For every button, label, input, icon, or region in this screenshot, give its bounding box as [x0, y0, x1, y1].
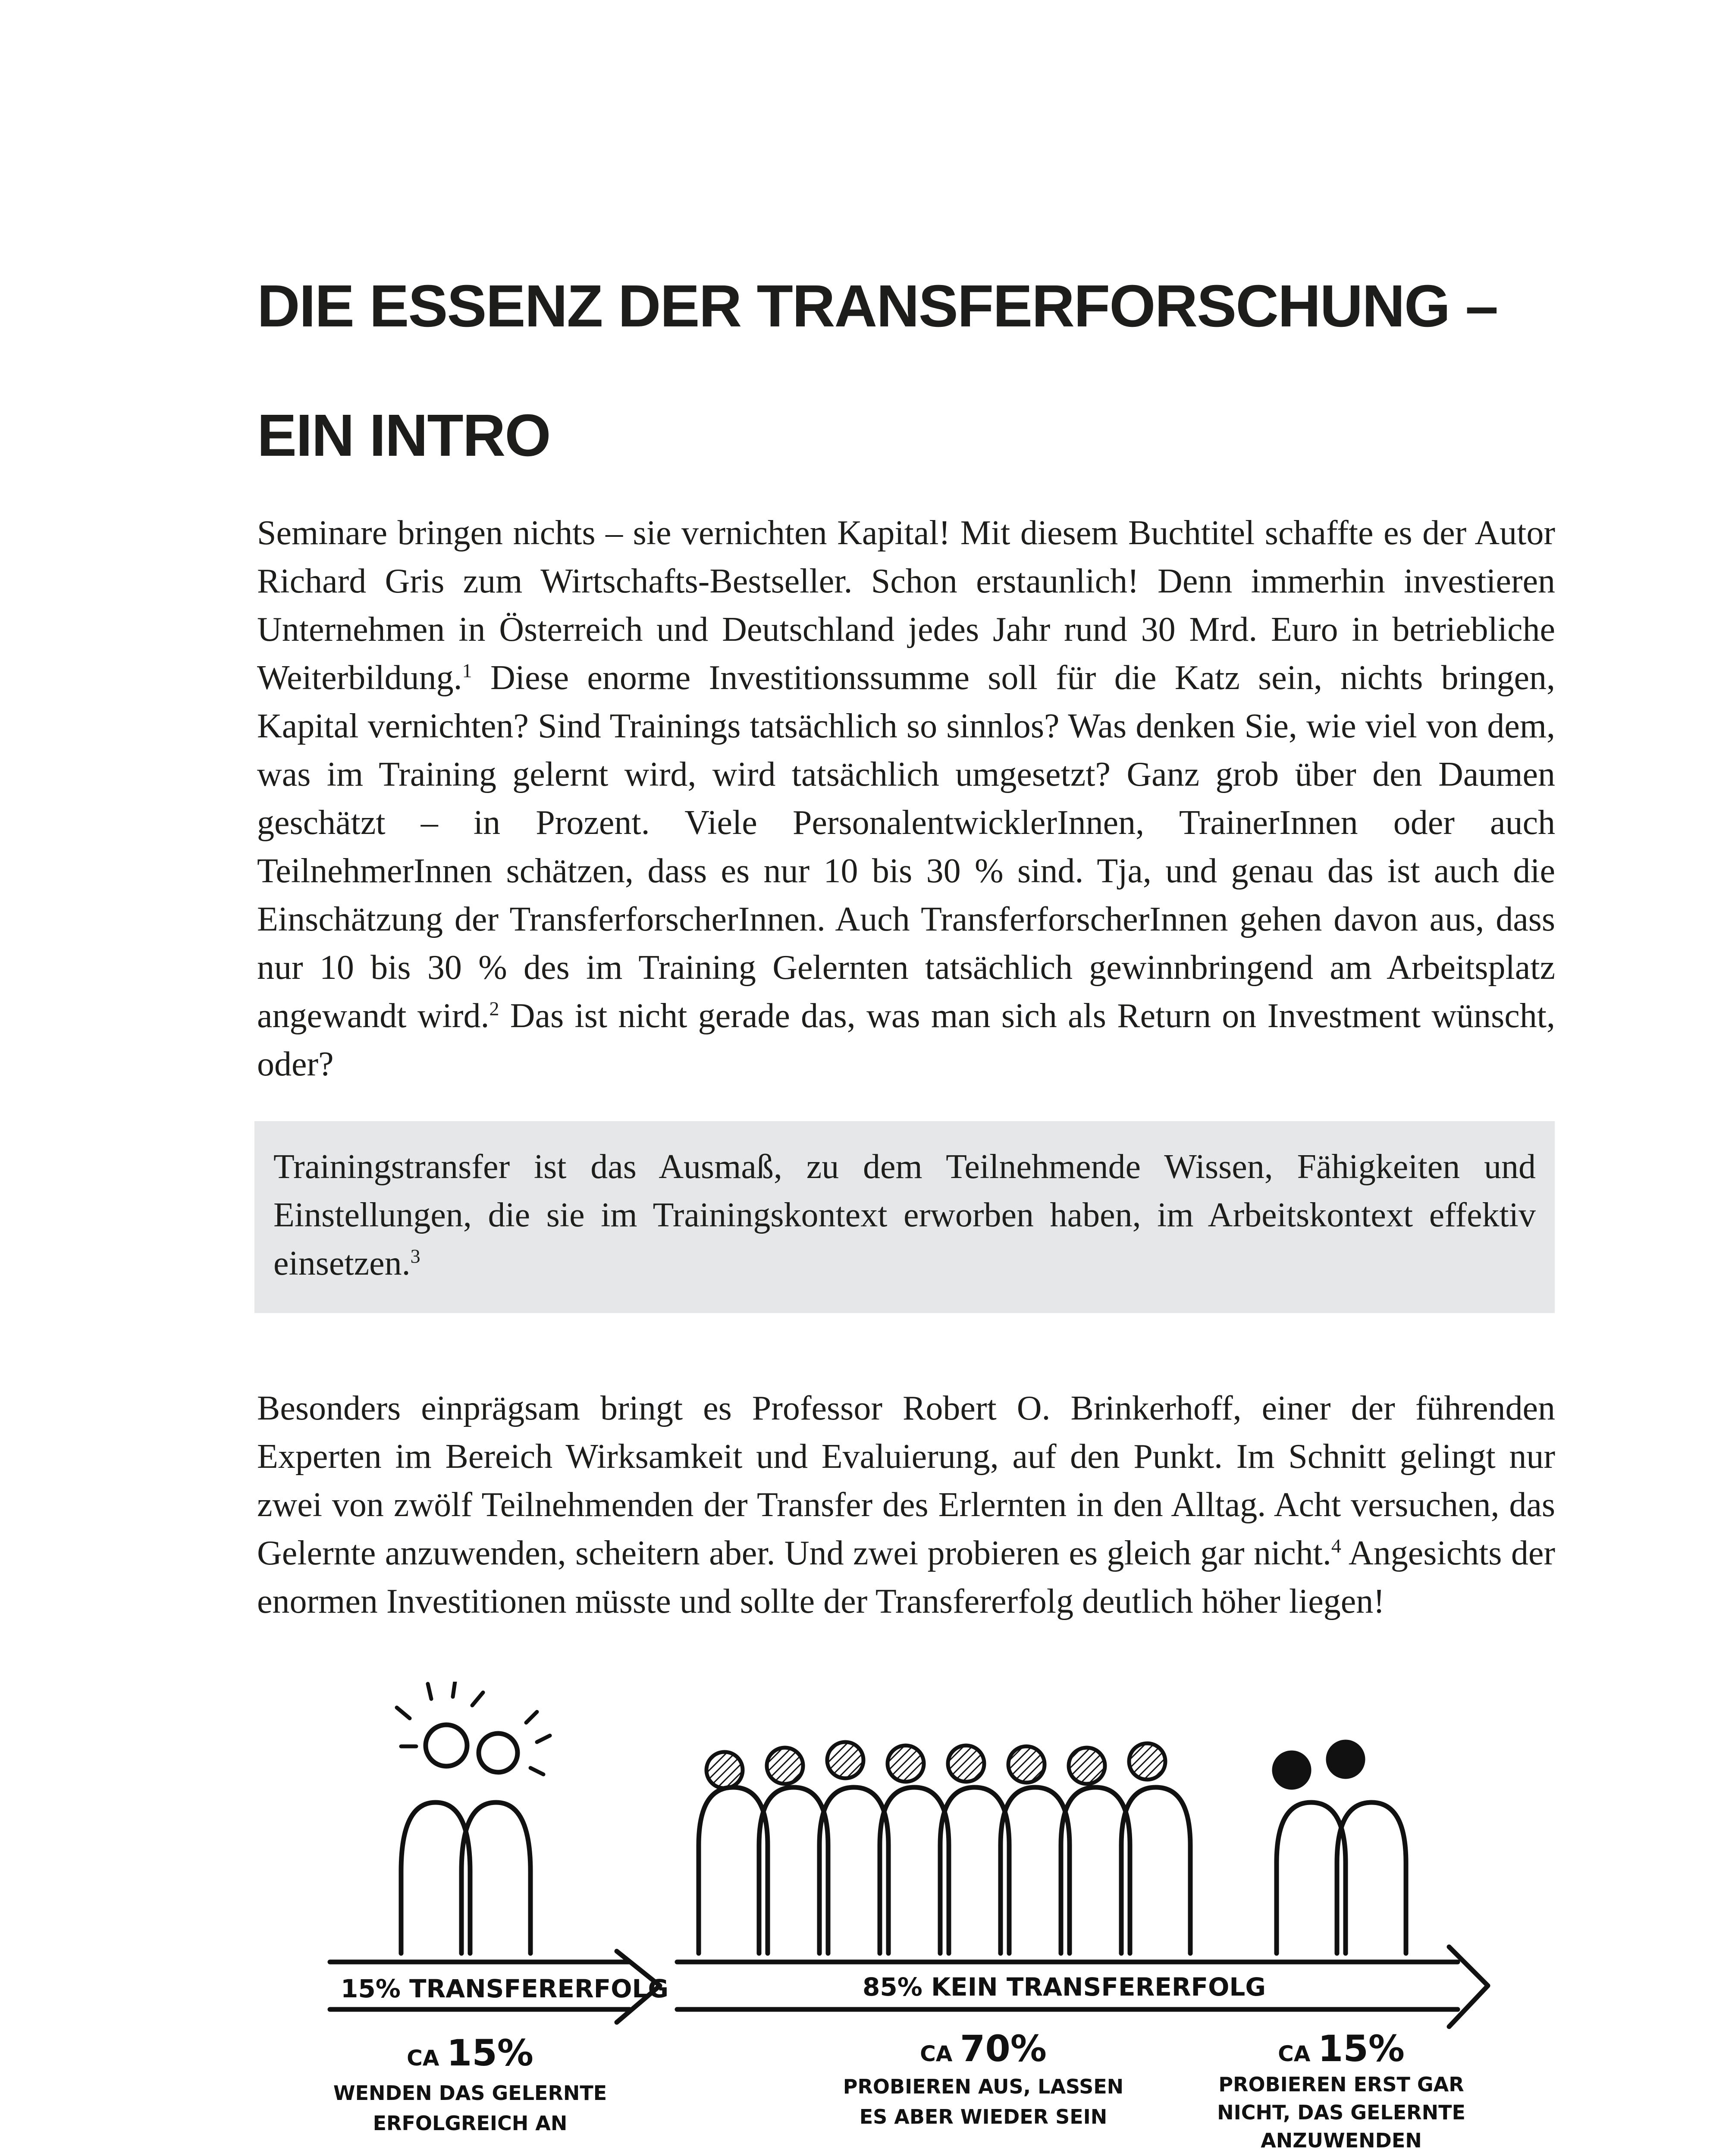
svg-text:PROBIEREN ERST GAR: PROBIEREN ERST GAR	[1218, 2073, 1464, 2096]
brinkerhoff-paragraph: Besonders einprägsam bringt es Professor Robert O. Brinkerhoff, einer der führenden Experten im Bereich Wirksamkeit und Evaluierung, auf den Punkt. Im Schnitt gelingt nur zwei von zwölf Teilnehmenden der Transfer des Erlernten in den Alltag. Acht versuchen, das Gelernte anzuwenden, scheitern aber. Und zwei probieren es gleich gar nicht.$^4$ Angesichts der enormen Investitionen müsste und sollte der Transfererfolg deutlich höher liegen!	[257, 1389, 1556, 1620]
person-head	[1129, 1743, 1165, 1780]
trying-people-group	[699, 1742, 1190, 1953]
transfer-illustration	[276, 1682, 1527, 2156]
svg-text:CA 15%: CA 15%	[1278, 2028, 1405, 2070]
svg-text:ANZUWENDEN: ANZUWENDEN	[1261, 2129, 1422, 2152]
group2-label	[843, 2028, 1123, 2128]
chapter-title	[257, 241, 1594, 500]
person-head	[706, 1752, 743, 1788]
not-trying-people-group	[1274, 1742, 1406, 1953]
svg-text:CA 70%: CA 70%	[920, 2028, 1047, 2070]
person-head	[827, 1742, 863, 1778]
svg-text:CA 15%: CA 15%	[407, 2032, 533, 2074]
person-head	[948, 1745, 984, 1782]
group3-label	[1217, 2028, 1465, 2152]
chapter-title-line2: EIN INTRO	[257, 402, 550, 469]
footnote-ref-3[interactable]: 3	[410, 1245, 420, 1267]
person-head	[1008, 1746, 1045, 1783]
no-success-arrow-label: 85% KEIN TRANSFERERFOLG	[863, 1972, 1266, 2002]
person-head	[1069, 1748, 1105, 1784]
person-head	[767, 1748, 803, 1784]
svg-text:ES ABER WIEDER SEIN: ES ABER WIEDER SEIN	[859, 2105, 1108, 2128]
svg-text:PROBIEREN AUS, LASSEN: PROBIEREN AUS, LASSEN	[843, 2075, 1124, 2098]
intro-paragraph: Seminare bringen nichts – sie vernichten Kapital! Mit diesem Buchtitel schaffte es der Autor Richard Gris zum Wirtschafts-Bestseller. Schon erstaunlich! Denn immerhin investieren Unternehmen in Österreich und Deutschland jedes Jahr rund 30 Mrd. Euro in betriebliche Weiterbildung.$^1$ Diese enorme Investitionssumme soll für die Katz sein, nichts bringen, Kapital vernichten? Sind Trainings tatsächlich so sinnlos? Was denken Sie, wie viel von dem, was im Training gelernt wird, wird tatsächlich umgesetzt? Ganz grob über den Daumen geschätzt – in Prozent. Viele PersonalentwicklerInnen, TrainerInnen oder auch TeilnehmerInnen schätzen, dass es nur 10 bis 30 % sind. Tja, und genau das ist auch die Einschätzung der TransferforscherInnen. Auch TransferforscherInnen gehen davon aus, dass nur 10 bis 30 % des im Training Gelernten tatsächlich gewinnbringend am Arbeitsplatz angewandt wird.$^2$ Das ist nicht gerade das, was man sich als Return on Investment wünscht, oder?	[257, 514, 1555, 1083]
footnote-ref-1[interactable]: 1	[462, 659, 472, 682]
svg-text:WENDEN DAS GELERNTE: WENDEN DAS GELERNTE	[333, 2081, 607, 2105]
person-head	[1274, 1753, 1309, 1787]
person-head	[479, 1733, 518, 1772]
success-arrow-label: 15% TRANSFERERFOLG	[341, 1974, 669, 2003]
footnote-ref-4[interactable]: 4	[1331, 1535, 1341, 1557]
group1-label	[333, 2032, 607, 2135]
person-head	[426, 1725, 467, 1766]
person-head	[1328, 1742, 1363, 1777]
svg-text:ERFOLGREICH AN: ERFOLGREICH AN	[373, 2112, 568, 2135]
shine-rays-icon	[397, 1682, 550, 1774]
chapter-title-line1: DIE ESSENZ DER TRANSFERFORSCHUNG –	[257, 273, 1498, 339]
successful-people-group	[397, 1682, 550, 1953]
definition-box	[254, 1121, 1555, 1313]
hatched-heads	[706, 1742, 1165, 1788]
person-head	[888, 1745, 924, 1782]
svg-text:NICHT, DAS GELERNTE: NICHT, DAS GELERNTE	[1217, 2101, 1465, 2124]
footnote-ref-2[interactable]: 2	[489, 997, 499, 1020]
definition-text: Trainingstransfer ist das Ausmaß, zu dem Teilnehmende Wissen, Fähigkeiten und Einstellungen, die sie im Trainingskontext erworben haben, im Arbeitskontext effektiv einsetzen.$^3$	[273, 1148, 1536, 1282]
